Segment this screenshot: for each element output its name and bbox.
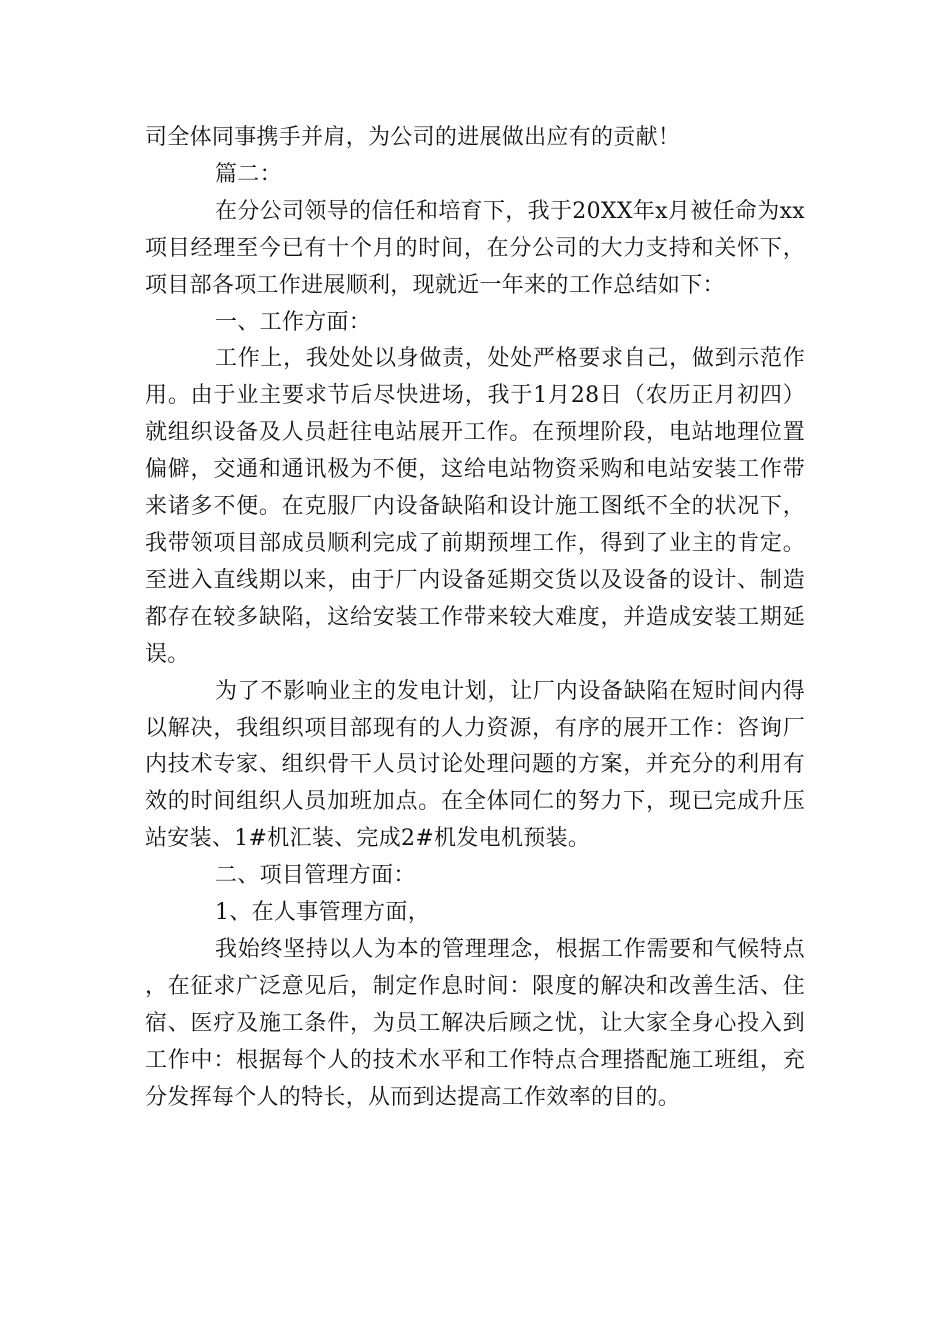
paragraph-intro: 在分公司领导的信任和培育下，我于20XX年x月被任命为xx项目经理至今已有十个月的时间，在分公司的大力支持和关怀下，项目部各项工作进展顺利，现就近一年来的工作总结如下： — [145, 198, 805, 298]
paragraph-work-details: 工作上，我处处以身做责，处处严格要求自己，做到示范作用。由于业主要求节后尽快进场，我于1月28日（农历正月初四）就组织设备及人员赶往电站展开工作。在预埋阶段，电站地理位置偏僻，交通和通讯极为不便，这给电站物资采购和电站安装工作带来诸多不便。在克服厂内设备缺陷和设计施工图纸不全的状况下，我带领项目部成员顺利完成了前期预埋工作，得到了业主的肯定。至进入直线期以来，由于厂内设备延期交货以及设备的设计、制造都存在较多缺陷，这给安装工作带来较大难度，并造成安装工期延误。 — [145, 346, 805, 667]
heading-project-management: 二、项目管理方面： — [215, 863, 416, 889]
heading-work-aspect: 一、工作方面： — [215, 309, 372, 335]
document-page — [145, 120, 805, 1116]
paragraph-problem-solving: 为了不影响业主的发电计划，让厂内设备缺陷在短时间内得以解决，我组织项目部现有的人力资源，有序的展开工作：咨询厂内技术专家、组织骨干人员讨论处理问题的方案，并充分的利用有效的时间组织人员加班加点。在全体同仁的努力下，现已完成升压站安装、1#机汇装、完成2#机发电机预装。 — [145, 678, 805, 852]
paragraph-continuation: 司全体同事携手并肩，为公司的进展做出应有的贡献！ — [145, 125, 681, 150]
section-heading-part-two: 篇二： — [215, 161, 282, 187]
paragraph-personnel-details: 我始终坚持以人为本的管理理念，根据工作需要和气候特点，在征求广泛意见后，制定作息时间：限度的解决和改善生活、住宿、医疗及施工条件，为员工解决后顾之忧，让大家全身心投入到工作中：根据每个人的技术水平和工作特点合理搭配施工班组，充分发挥每个人的特长，从而到达提高工作效率的目的。 — [145, 936, 805, 1110]
subheading-personnel-management: 1、在人事管理方面， — [215, 900, 430, 926]
